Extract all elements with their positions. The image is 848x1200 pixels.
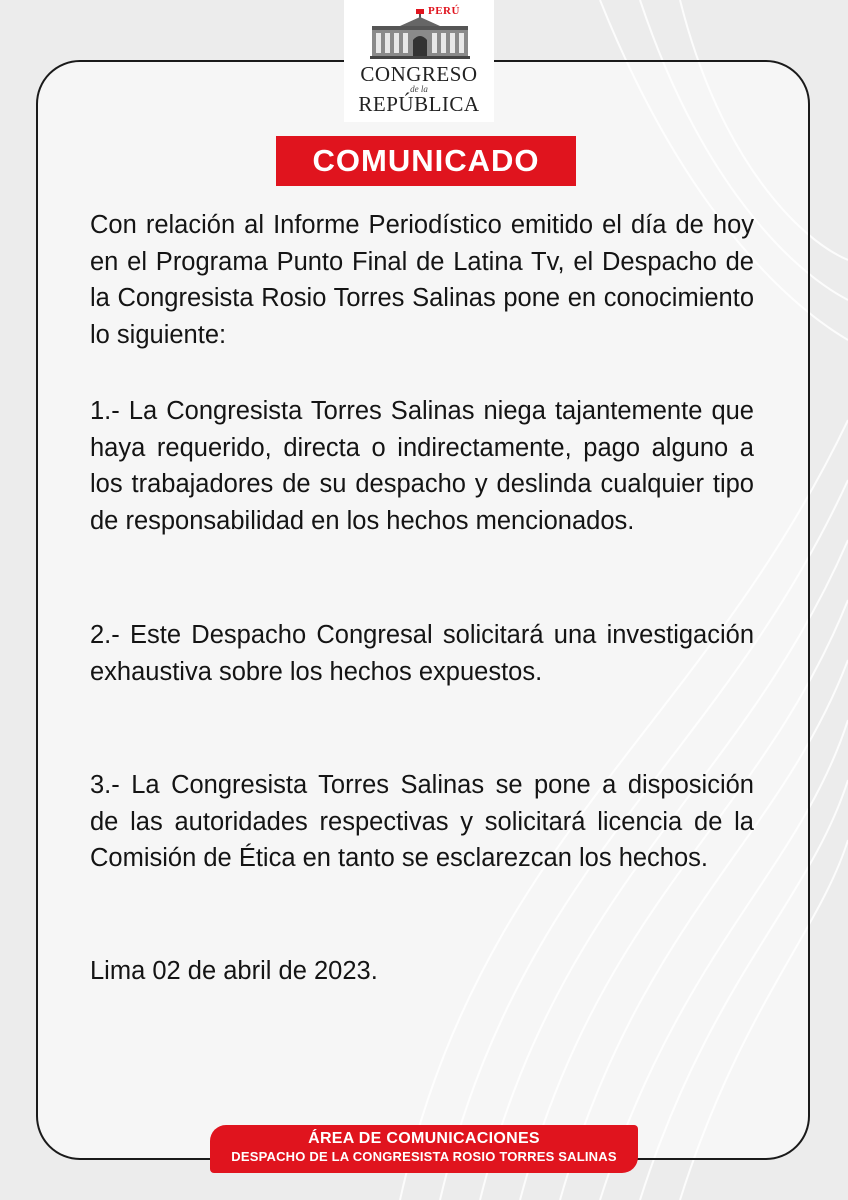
- footer-office: DESPACHO DE LA CONGRESISTA ROSIO TORRES SALINAS: [231, 1149, 617, 1164]
- logo-country: PERÚ: [428, 5, 460, 17]
- logo-de-la: de la: [410, 84, 428, 94]
- title-banner: COMUNICADO: [276, 136, 576, 186]
- paragraph-point-2: 2.- Este Despacho Congresal solicitará una investigación exhaustiva sobre los hechos expuestos.: [90, 621, 754, 686]
- paragraph-point-1: 1.- La Congresista Torres Salinas niega tajantemente que haya requerido, directa o indirectamente, pago alguno a los trabajadores de su despacho y deslinda cualquier tipo de responsabilidad en los hechos mencionados.: [90, 397, 754, 535]
- paragraph-point-3: 3.- La Congresista Torres Salinas se pone a disposición de las autoridades respectivas y solicitará licencia de la Comisión de Ética en tanto se esclarezcan los hechos.: [90, 771, 754, 872]
- paragraph-intro: Con relación al Informe Periodístico emitido el día de hoy en el Programa Punto Final de Latina Tv, el Despacho de la Congresista Rosio Torres Salinas pone en conocimiento lo siguiente:: [90, 211, 754, 349]
- footer-area: ÁREA DE COMUNICACIONES: [308, 1130, 540, 1147]
- footer-banner: [210, 1125, 638, 1173]
- logo-congreso: CONGRESO: [360, 62, 478, 86]
- logo-republica: REPÚBLICA: [358, 92, 480, 116]
- date-line: Lima 02 de abril de 2023.: [90, 957, 378, 985]
